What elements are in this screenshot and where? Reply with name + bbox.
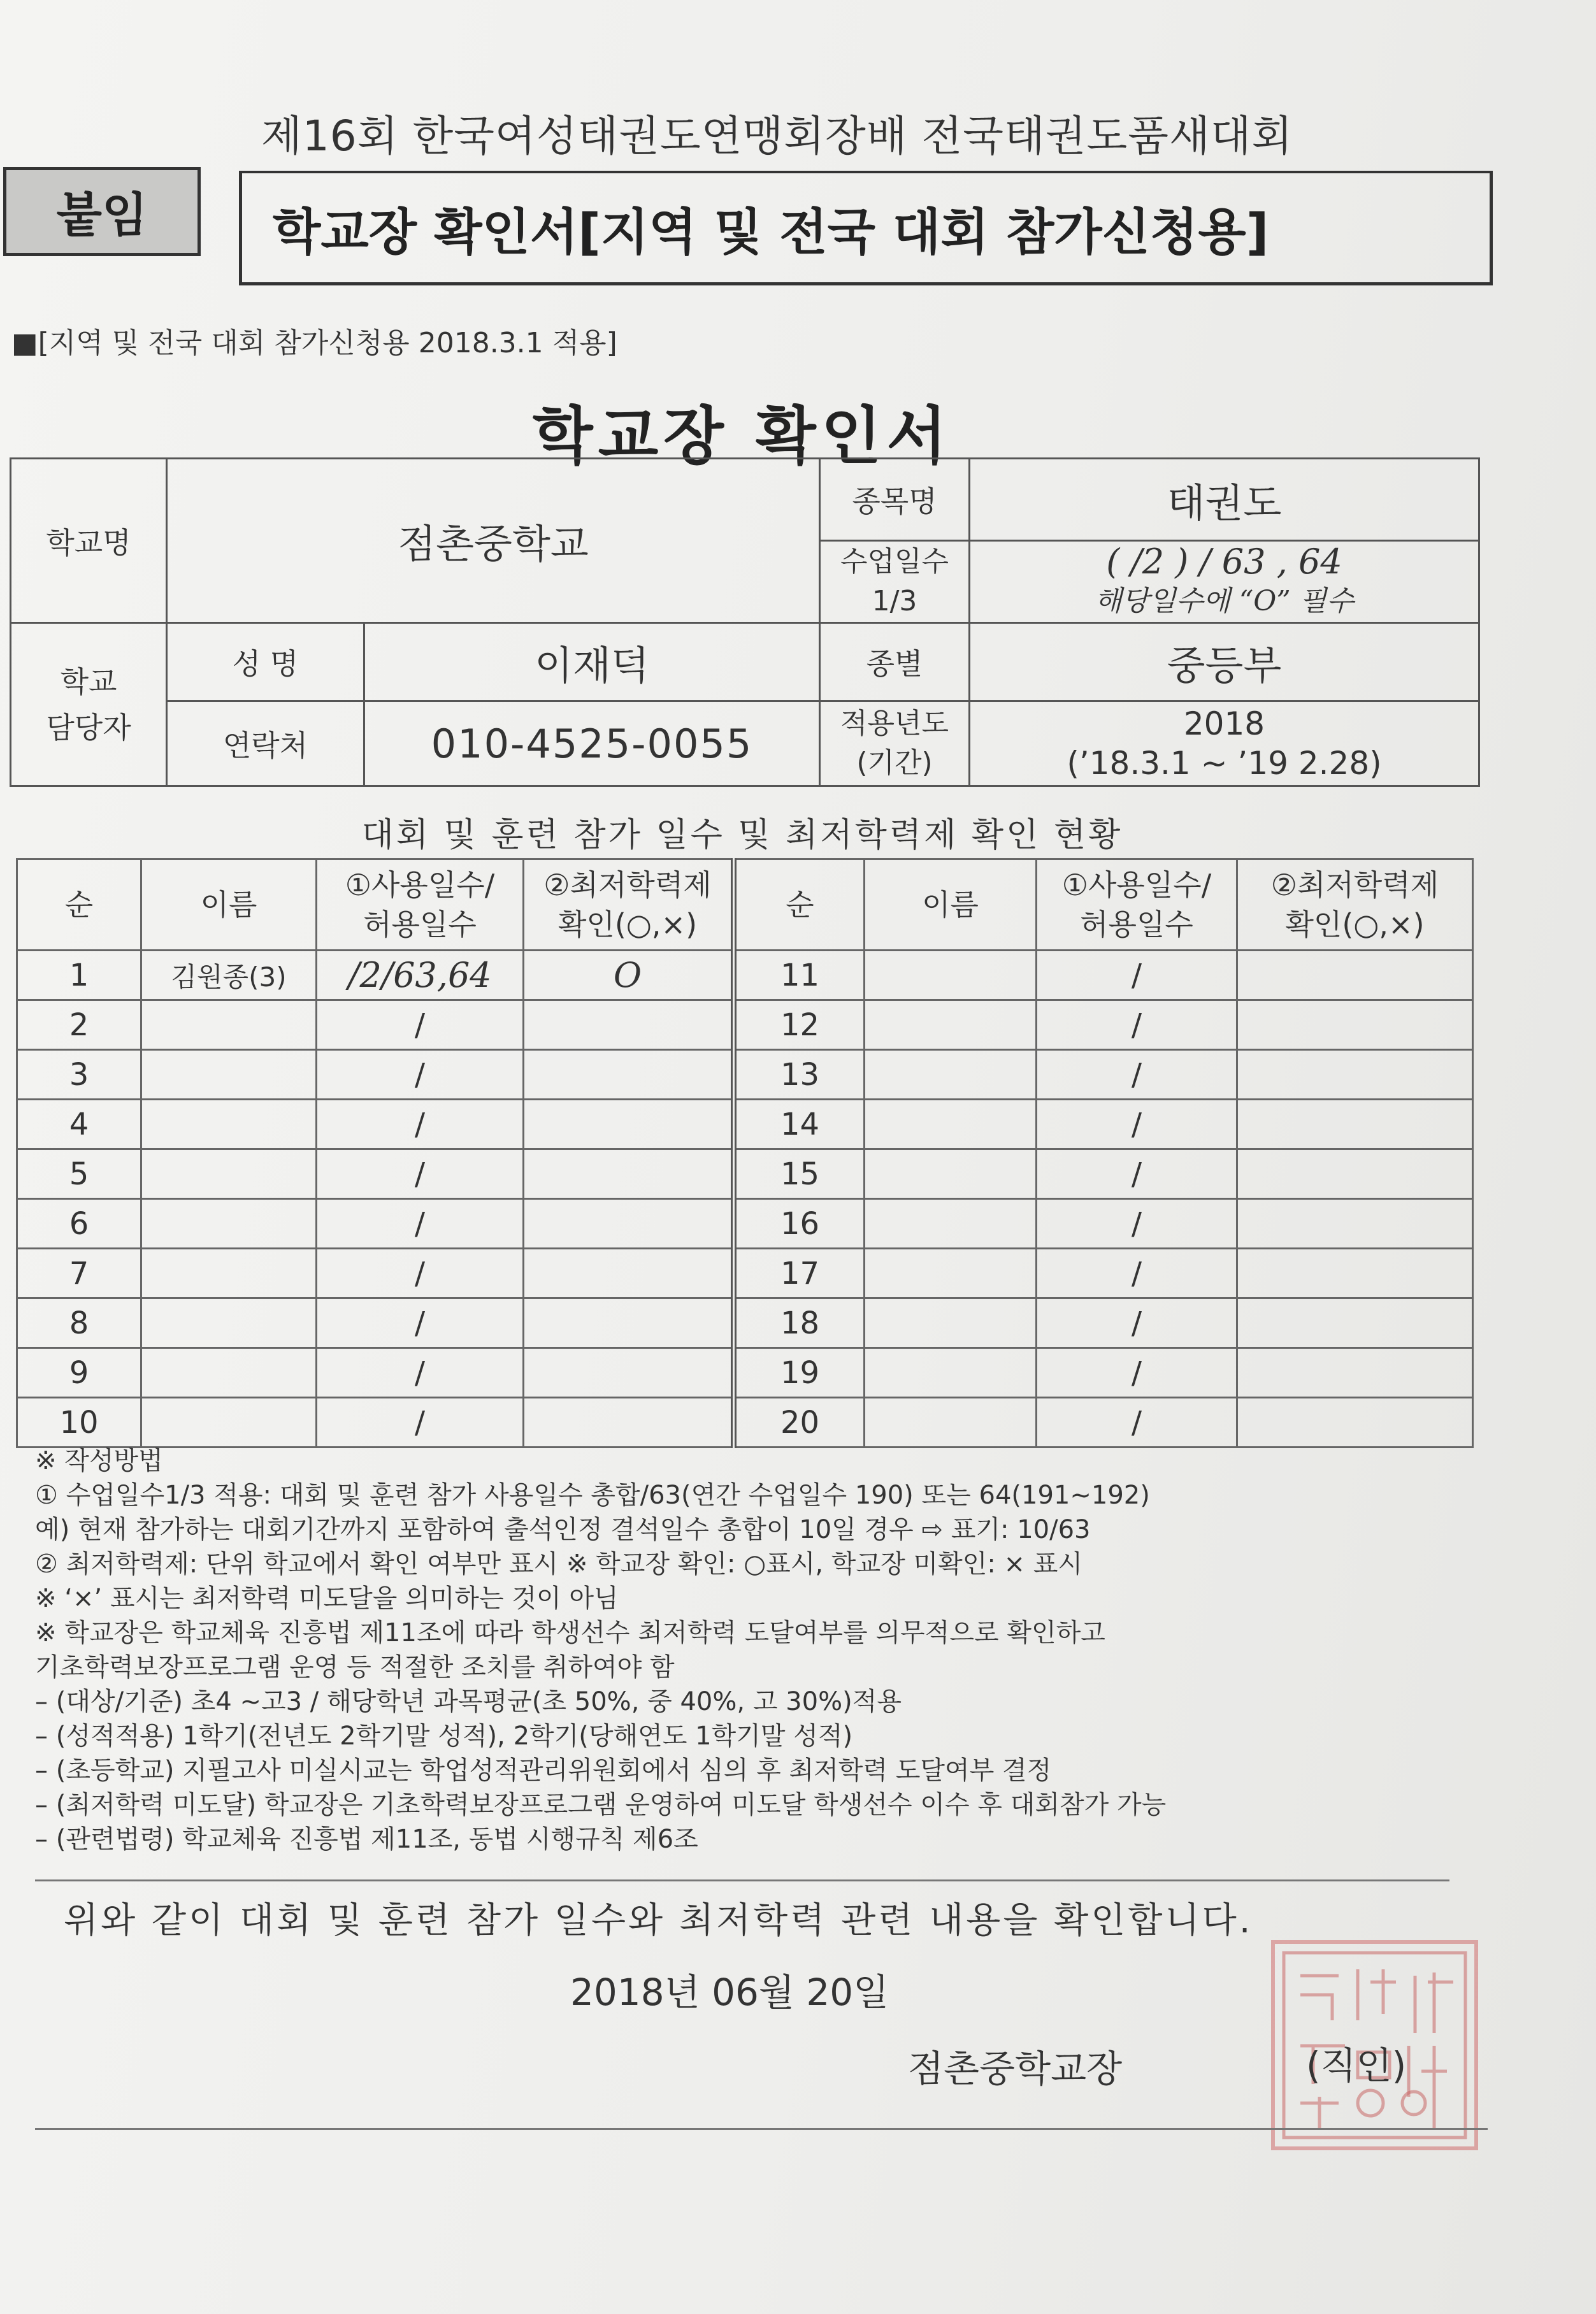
row-check: [1237, 1050, 1473, 1100]
row-no: 2: [17, 1000, 141, 1050]
school-manager-label-line2: 담당자: [46, 710, 131, 745]
instruction-line: – (최저학력 미도달) 학교장은 기초학력보장프로그램 운영하여 미도달 학생선수 이수 후 대회참가 가능: [35, 1790, 1167, 1820]
row-no: 19: [734, 1348, 865, 1398]
row-check: [524, 1249, 734, 1298]
row-no: 9: [17, 1348, 141, 1398]
confirmation-statement: 위와 같이 대회 및 훈련 참가 일수와 최저학력 관련 내용을 확인합니다.: [64, 1900, 1253, 1941]
row-days: /: [1037, 1000, 1237, 1050]
seal-label: (직인): [1306, 2044, 1407, 2087]
apply-year-label-line1: 적용년도: [840, 707, 949, 740]
row-check: [524, 1398, 734, 1448]
header-days-line1: ①사용일수/: [345, 868, 495, 902]
table-row: [17, 1249, 1473, 1298]
table-row: [17, 1298, 1473, 1348]
row-name: [141, 1398, 317, 1448]
row-no: 17: [734, 1249, 865, 1298]
instructions-divider: [35, 1879, 1449, 1881]
class-days-label-line1: 수업일수: [840, 545, 949, 578]
row-days: /: [317, 1249, 524, 1298]
row-days: /: [317, 1199, 524, 1249]
manager-name-value: 이재덕: [364, 623, 820, 701]
row-days: /: [1037, 1398, 1237, 1448]
table-row: [17, 1000, 1473, 1050]
apply-year-label: [820, 701, 970, 786]
row-name: [865, 1298, 1037, 1348]
principal-signature-line: 점촌중학교장: [908, 2047, 1123, 2090]
row-no: 11: [734, 951, 865, 1000]
school-name-label: 학교명: [11, 459, 167, 623]
row-no: 14: [734, 1100, 865, 1149]
form-title: 학교장 확인서[지역 및 전국 대회 참가신청용]: [239, 171, 1493, 285]
school-manager-label: [11, 623, 167, 786]
header-check-line2: 확인(○,×): [557, 907, 698, 942]
instructions-heading: ※ 작성방법: [35, 1446, 163, 1476]
header-days-line2: 허용일수: [363, 907, 477, 942]
row-no: 8: [17, 1298, 141, 1348]
row-name: [141, 1000, 317, 1050]
row-days: /: [1037, 1199, 1237, 1249]
roster-table: [16, 858, 1474, 1448]
row-name: [865, 1199, 1037, 1249]
apply-year-label-line2: (기간): [856, 747, 933, 779]
row-days: /: [1037, 1149, 1237, 1199]
row-check: [1237, 1249, 1473, 1298]
table-row: [17, 1199, 1473, 1249]
row-name: [141, 1050, 317, 1100]
row-days: /: [1037, 1050, 1237, 1100]
info-table: [10, 457, 1480, 787]
row-name: [865, 1348, 1037, 1398]
bottom-divider: [35, 2128, 1488, 2130]
instruction-line: 예) 현재 참가하는 대회기간까지 포함하여 출석인정 결석일수 총합이 10일 경우 ⇨ 표기: 10/63: [35, 1515, 1091, 1544]
row-check: [524, 1050, 734, 1100]
row-no: 7: [17, 1249, 141, 1298]
row-name: [141, 1249, 317, 1298]
event-title: 제16회 한국여성태권도연맹회장배 전국태권도품새대회: [261, 111, 1293, 161]
row-check: [524, 1100, 734, 1149]
apply-year-value: [970, 701, 1479, 786]
class-days-label: [820, 541, 970, 623]
table-row: [17, 951, 1473, 1000]
apply-period: (’18.3.1 ~ ’19 2.28): [1067, 745, 1382, 782]
row-no: 4: [17, 1100, 141, 1149]
row-name: [141, 1348, 317, 1398]
row-check: [1237, 1298, 1473, 1348]
row-name: [865, 1149, 1037, 1199]
row-days: /: [1037, 1298, 1237, 1348]
roster-header-row: [17, 859, 1473, 951]
row-no: 13: [734, 1050, 865, 1100]
row-name: 김원종(3): [141, 951, 317, 1000]
table-row: [17, 1100, 1473, 1149]
event-value: 태권도: [970, 459, 1479, 541]
row-check: [1237, 1199, 1473, 1249]
row-days: /2/63,64: [317, 951, 524, 1000]
division-label: 종별: [820, 623, 970, 701]
apply-year: 2018: [1183, 705, 1265, 742]
header-no-right: 순: [734, 859, 865, 951]
application-note: ■[지역 및 전국 대회 참가신청용 2018.3.1 적용]: [11, 327, 617, 359]
manager-name-label: 성 명: [167, 623, 364, 701]
division-value: 중등부: [970, 623, 1479, 701]
row-name: [141, 1100, 317, 1149]
instruction-line: – (초등학교) 지필고사 미실시교는 학업성적관리위원회에서 심의 후 최저학력 도달여부 결정: [35, 1756, 1052, 1785]
row-check: [524, 1348, 734, 1398]
instruction-line: – (관련법령) 학교체육 진흥법 제11조, 동법 시행규칙 제6조: [35, 1825, 698, 1854]
row-name: [141, 1149, 317, 1199]
school-manager-label-line1: 학교: [60, 664, 117, 699]
event-label: 종목명: [820, 459, 970, 541]
row-days: /: [1037, 951, 1237, 1000]
row-check: [1237, 951, 1473, 1000]
class-days-note: 해당일수에 “O” 필수: [1095, 585, 1354, 617]
header-days-right: [1037, 859, 1237, 951]
table-row: [17, 1398, 1473, 1448]
row-check: [524, 1149, 734, 1199]
row-check: [1237, 1149, 1473, 1199]
row-name: [865, 1249, 1037, 1298]
row-check: [524, 1298, 734, 1348]
row-no: 10: [17, 1398, 141, 1448]
document-title: 학교장 확인서: [532, 400, 953, 473]
row-name: [141, 1199, 317, 1249]
header-check-right: [1237, 859, 1473, 951]
row-check: [1237, 1100, 1473, 1149]
row-no: 12: [734, 1000, 865, 1050]
row-days: /: [1037, 1100, 1237, 1149]
header-check-right-line2: 확인(○,×): [1285, 907, 1425, 942]
class-days-value: [970, 541, 1479, 623]
header-no: 순: [17, 859, 141, 951]
header-check-line1: ②최저학력제: [543, 868, 712, 902]
instruction-line: ① 수업일수1/3 적용: 대회 및 훈련 참가 사용일수 총합/63(연간 수업일수 190) 또는 64(191~192): [35, 1481, 1150, 1510]
table-row: [17, 1348, 1473, 1398]
table-row: [17, 1050, 1473, 1100]
row-name: [865, 1100, 1037, 1149]
header-days-right-line2: 허용일수: [1080, 907, 1193, 942]
instructions: [35, 1444, 1469, 1857]
class-days-label-line2: 1/3: [872, 585, 917, 617]
header-days: [317, 859, 524, 951]
row-name: [141, 1298, 317, 1348]
roster-section-title: 대회 및 훈련 참가 일수 및 최저학력제 확인 현황: [361, 816, 1123, 854]
header-check-right-line1: ②최저학력제: [1270, 868, 1439, 902]
row-no: 5: [17, 1149, 141, 1199]
contact-value: 010-4525-0055: [364, 701, 820, 786]
instruction-line: ※ 학교장은 학교체육 진흥법 제11조에 따라 학생선수 최저학력 도달여부를 의무적으로 확인하고: [35, 1618, 1105, 1648]
attachment-label: 붙임: [3, 167, 201, 256]
row-name: [865, 951, 1037, 1000]
row-days: /: [1037, 1249, 1237, 1298]
class-days-handwritten: ( /2 ) / 63 , 64: [1106, 542, 1342, 582]
row-no: 20: [734, 1398, 865, 1448]
instruction-line: – (성적적용) 1학기(전년도 2학기말 성적), 2학기(당해연도 1학기말 성적): [35, 1721, 853, 1751]
row-no: 6: [17, 1199, 141, 1249]
row-days: /: [1037, 1348, 1237, 1398]
row-days: /: [317, 1398, 524, 1448]
row-no: 1: [17, 951, 141, 1000]
row-name: [865, 1000, 1037, 1050]
row-check: [524, 1199, 734, 1249]
instruction-line: ※ ‘×’ 표시는 최저학력 미도달을 의미하는 것이 아님: [35, 1584, 619, 1613]
row-no: 3: [17, 1050, 141, 1100]
row-days: /: [317, 1348, 524, 1398]
document-date: 2018년 06월 20일: [570, 1971, 889, 2014]
header-check: [524, 859, 734, 951]
header-name-right: 이름: [865, 859, 1037, 951]
row-days: /: [317, 1050, 524, 1100]
table-row: [17, 1149, 1473, 1199]
row-check: [1237, 1000, 1473, 1050]
row-days: /: [317, 1000, 524, 1050]
row-check: [1237, 1398, 1473, 1448]
row-check: O: [524, 951, 734, 1000]
instruction-line: 기초학력보장프로그램 운영 등 적절한 조치를 취하여야 함: [35, 1653, 675, 1682]
row-name: [865, 1050, 1037, 1100]
row-days: /: [317, 1100, 524, 1149]
instruction-line: ② 최저학력제: 단위 학교에서 확인 여부만 표시 ※ 학교장 확인: ○표시, 학교장 미확인: × 표시: [35, 1549, 1083, 1579]
row-name: [865, 1398, 1037, 1448]
row-no: 18: [734, 1298, 865, 1348]
header-name: 이름: [141, 859, 317, 951]
row-no: 15: [734, 1149, 865, 1199]
row-days: /: [317, 1149, 524, 1199]
contact-label: 연락처: [167, 701, 364, 786]
row-check: [1237, 1348, 1473, 1398]
row-no: 16: [734, 1199, 865, 1249]
row-check: [524, 1000, 734, 1050]
header-days-right-line1: ①사용일수/: [1061, 868, 1212, 902]
instruction-line: – (대상/기준) 초4 ~고3 / 해당학년 과목평균(초 50%, 중 40%, 고 30%)적용: [35, 1687, 902, 1716]
school-name-value: 점촌중학교: [167, 459, 820, 623]
row-days: /: [317, 1298, 524, 1348]
